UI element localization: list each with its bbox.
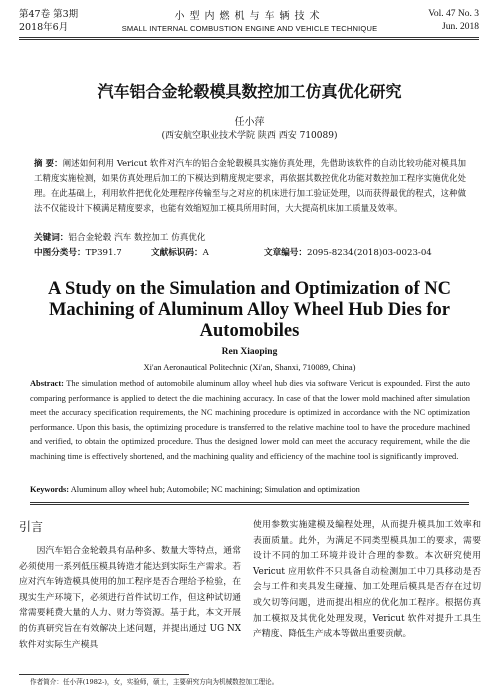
footnote-rule [19,674,189,675]
journal-name-en: SMALL INTERNAL COMBUSTION ENGINE AND VEHICLE TECHNIQUE [121,24,378,33]
affiliation-en: Xi'an Aeronautical Politechnic (Xi'an, Shanxi, 710089, China) [143,362,356,372]
article-number: 文章编号：2095-8234(2018)03-0023-04 [264,248,432,258]
running-header [0,0,499,38]
date-en: Jun. 2018 [442,22,479,32]
keywords-text-en: Aluminum alloy wheel hub; Automobile; NC machining; Simulation and optimization [70,485,360,494]
author-cn: 任小萍 [234,117,265,128]
classification-number: 中图分类号：TP391.7 [34,248,122,258]
abstract-label-en: Abstract: [30,379,64,388]
keywords-cn [34,231,206,243]
header-right [428,8,479,34]
document-code: 文献标识码：A [151,248,209,258]
keywords-text-cn: 铝合金轮毂 汽车 数控加工 仿真优化 [68,233,206,243]
abstract-text-en: The simulation method of automobile aluminum alloy wheel hub dies via software Vericut is expounded. First the auto comparing performance is applied to detect the die machining accuracy. In case of that the lower mold machined after simulation meet the accuracy specification requirements, the NC machining procedure is optimized in accordance with the NC optimization performance. Upon this basis, the optimizing procedure is transferred to the relative machine tool to have the procedure machined and verified, to obtain the optimized procedure. Thus the designed lower mold can meet the accuracy requirement, while the die machining time is effectively shortened, and the machining quality and efficiency of the machine tool is significantly improved. [30,379,470,461]
abstract-cn [34,156,466,216]
volume-issue-en: Vol. 47 No. 3 [428,9,479,19]
body-paragraph-left: 因汽车铝合金轮毂具有品种多、数量大等特点，通常必须使用一系列低压模具铸造才能达到实际生产需求。若应对汽车铸造模具使用的加工程序是否合理给予检验，在现实生产环境下，必须进行首件试切工作，但这种试切通常需要耗费大量的人力、财力等资源。基于此，本文开展的仿真研究旨在有效解决上述问题，并提出通过 UG NX 软件对实际生产模具 [19,546,241,650]
volume-issue-cn: 第47卷 第3期 [19,9,79,20]
article-title-en: A Study on the Simulation and Optimization of NC Machining of Aluminum Alloy Wheel Hub Dies for Automobiles [48,279,451,341]
author-footnote: 作者简介：任小萍(1982-)，女，实验师，硕士，主要研究方向为机械数控加工理论。 [30,678,279,686]
header-center [0,7,499,33]
date-cn: 2018年6月 [19,22,69,33]
abstract-label-cn: 摘 要： [34,158,63,168]
keywords-en [30,485,470,494]
body-right-column [253,518,481,643]
journal-name-cn: 小型内燃机与车辆技术 [174,11,325,22]
body-paragraph-right: 使用参数实施建模及编程处理，从而提升模具加工效率和表面质量。此外，为满足不同类型模具加工的要求，需要设计不同的加工环境并设计合理的参数。本次研究使用 Vericut 应用软件不只具备自动检测加工中刀具移动是否会与工件和夹具发生碰撞、加工处理后模具是否存在过切或欠切等问题，进而提出相应的优化加工程序。根据仿真加工模拟及其优化处理发现，Vericut 软件对提升工具生产精度、降低生产成本等做出重要贡献。 [253,520,481,640]
author-en: Ren Xiaoping [221,347,278,357]
article-title-cn: 汽车铝合金轮毂模具数控加工仿真优化研究 [97,82,402,101]
keywords-label-en: Keywords: [30,485,70,494]
keywords-label-cn: 关键词： [34,233,69,243]
affiliation-cn: (西安航空职业技术学院 陕西 西安 710089) [161,131,338,141]
section-divider [30,502,469,505]
abstract-text-cn: 阐述如何利用 Vericut 软件对汽车的铝合金轮毂模具实施仿真处理，先借助该软件的自动比较功能对模具加工精度实施检测，如果仿真处理后加工的下模达到精度规定要求，再依据其数控优化功能对数控加工程序实施优化处理。在此基础上，利用软件把优化处理程序传输至与之对应的机床进行加工验证处理，以而获得最优的程式，这种做法不仅能设计下模满足精度要求，也能有效缩短加工模具所用时间，大大提高机床加工质量及效率。 [34,158,467,213]
abstract-en [30,377,470,465]
section-title: 引言 [19,520,44,534]
body-left-column [19,518,241,653]
header-divider [19,37,479,40]
